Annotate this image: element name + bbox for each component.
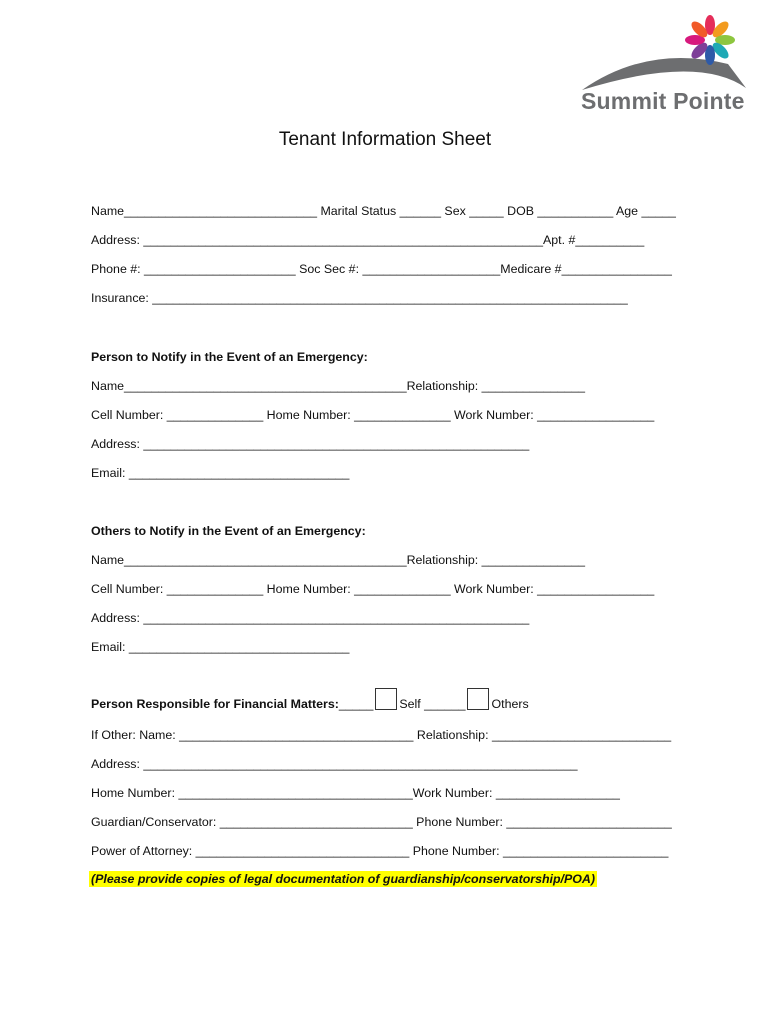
logo-wordmark: Summit Pointe: [581, 88, 745, 114]
financial-phones-line[interactable]: Home Number: __________________________________Work Number: __________________: [91, 786, 620, 800]
tenant-insurance-line[interactable]: Insurance: _____________________________________________________________________: [91, 291, 628, 305]
tenant-phone-line[interactable]: Phone #: ______________________ Soc Sec #: ____________________Medicare #________________: [91, 262, 672, 276]
financial-label: Person Responsible for Financial Matters:: [91, 697, 339, 711]
others-phones-line[interactable]: Cell Number: ______________ Home Number: ______________ Work Number: _________________: [91, 582, 655, 596]
others-email-line[interactable]: Email: ________________________________: [91, 640, 350, 654]
financial-blank: _____: [338, 697, 374, 711]
others-checkbox[interactable]: [467, 688, 489, 710]
financial-address-line[interactable]: Address: _______________________________________________________________: [91, 757, 578, 771]
emergency-address-line[interactable]: Address: ________________________________________________________: [91, 437, 530, 451]
emergency-heading: Person to Notify in the Event of an Emergency:: [91, 350, 368, 364]
tenant-name-line[interactable]: Name____________________________ Marital Status ______ Sex _____ DOB ___________ Age _____: [91, 204, 676, 218]
financial-responsibility-row: [91, 690, 529, 712]
others-label: Others: [491, 697, 529, 711]
emergency-email-line[interactable]: Email: ________________________________: [91, 466, 350, 480]
emergency-name-line[interactable]: Name_________________________________________Relationship: _______________: [91, 379, 586, 393]
page-title: Tenant Information Sheet: [278, 129, 492, 150]
self-label: Self ______: [399, 697, 466, 711]
others-heading: Others to Notify in the Event of an Emergency:: [91, 524, 366, 538]
others-name-line[interactable]: Name_________________________________________Relationship: _______________: [91, 553, 586, 567]
others-address-line[interactable]: Address: ________________________________________________________: [91, 611, 530, 625]
emergency-phones-line[interactable]: Cell Number: ______________ Home Number: ______________ Work Number: _________________: [91, 408, 655, 422]
self-checkbox[interactable]: [375, 688, 397, 710]
legal-documentation-note: (Please provide copies of legal documentation of guardianship/conservatorship/POA): [91, 872, 595, 886]
power-of-attorney-line[interactable]: Power of Attorney: _______________________________ Phone Number: ________________________: [91, 844, 669, 858]
guardian-line[interactable]: Guardian/Conservator: ____________________________ Phone Number: ________________________: [91, 815, 672, 829]
tenant-address-line[interactable]: Address: __________________________________________________________Apt. #__________: [91, 233, 645, 247]
other-name-line[interactable]: If Other: Name: __________________________________ Relationship: __________________________: [91, 728, 672, 742]
